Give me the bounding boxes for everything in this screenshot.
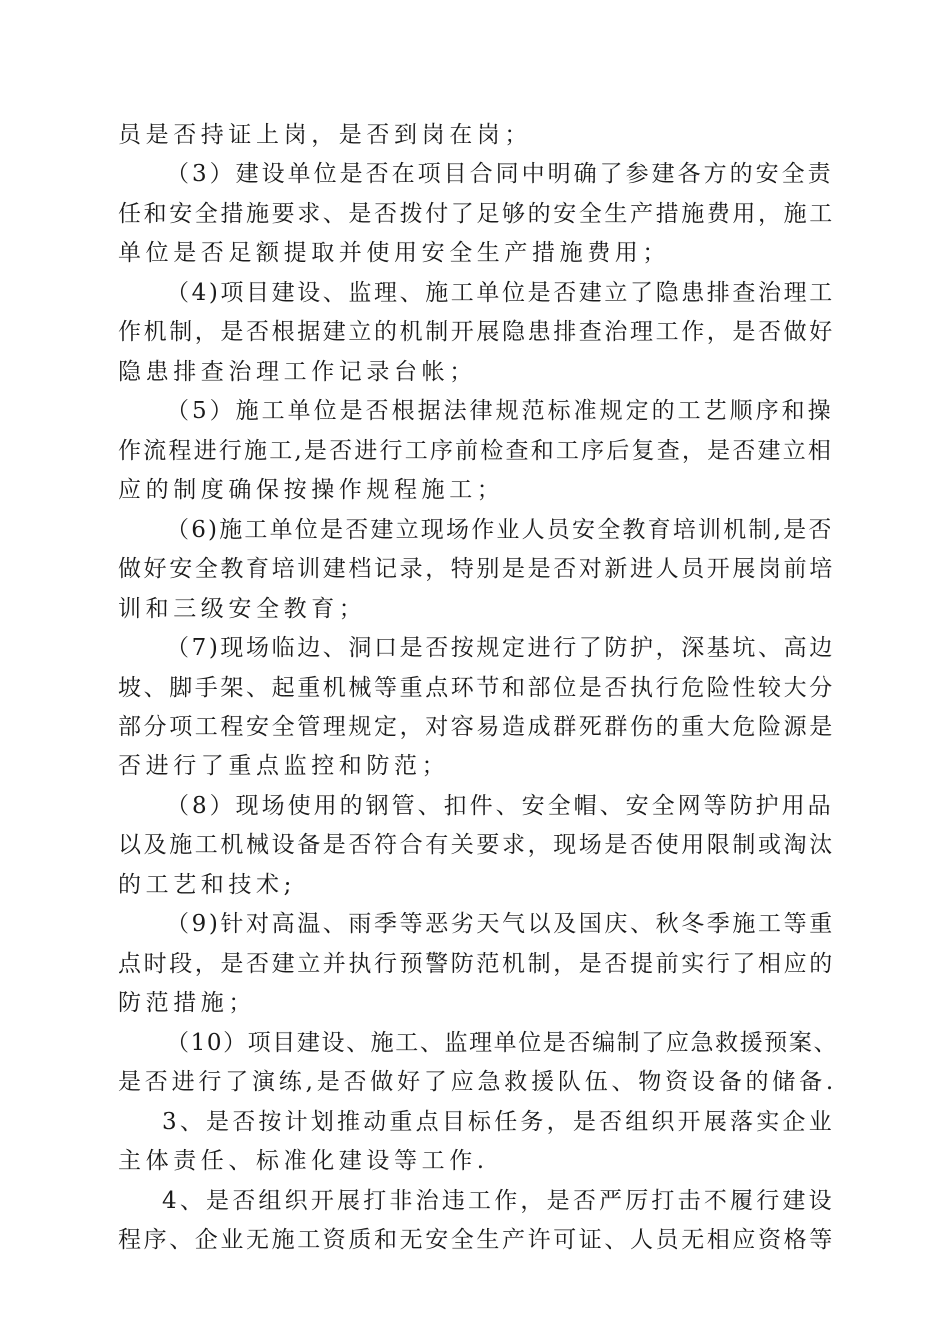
paragraph-line: （4)项目建设、监理、施工单位是否建立了隐患排查治理工 — [166, 280, 835, 306]
paragraph-line: （5）施工单位是否根据法律规范标准规定的工艺顺序和操 — [166, 398, 834, 424]
paragraph-line: 任和安全措施要求、是否拨付了足够的安全生产措施费用，施工 — [118, 201, 835, 227]
paragraph-line: 应的制度确保按操作规程施工； — [118, 477, 505, 503]
paragraph-line: 坡、脚手架、起重机械等重点环节和部位是否执行危险性较大分 — [118, 675, 835, 701]
paragraph-line: 的工艺和技术; — [118, 872, 296, 898]
paragraph-line: 隐患排查治理工作记录台帐； — [118, 359, 477, 385]
paragraph-line: 作流程进行施工,是否进行工序前检查和工序后复查，是否建立相 — [118, 438, 834, 464]
paragraph-line: （10）项目建设、施工、监理单位是否编制了应急救援预案、 — [166, 1030, 838, 1056]
paragraph-line: （9)针对高温、雨季等恶劣天气以及国庆、秋冬季施工等重 — [166, 911, 835, 937]
paragraph-line: 单位是否足额提取并使用安全生产措施费用； — [118, 240, 670, 266]
paragraph-line: 主体责任、标准化建设等工作. — [118, 1148, 489, 1174]
paragraph-line: 否进行了重点监控和防范； — [118, 753, 450, 779]
paragraph-line: 4、是否组织开展打非治违工作，是否严厉打击不履行建设 — [162, 1188, 835, 1214]
paragraph-line: 程序、企业无施工资质和无安全生产许可证、人员无相应资格等 — [118, 1227, 835, 1253]
paragraph-line: 作机制，是否根据建立的机制开展隐患排查治理工作，是否做好 — [118, 319, 835, 345]
paragraph-line: 部分项工程安全管理规定，对容易造成群死群伤的重大危险源是 — [118, 714, 835, 740]
paragraph-line: 点时段，是否建立并执行预警防范机制，是否提前实行了相应的 — [118, 951, 835, 977]
paragraph-line: （7)现场临边、洞口是否按规定进行了防护，深基坑、高边 — [166, 635, 835, 661]
paragraph-line: 训和三级安全教育； — [118, 596, 367, 622]
paragraph-line: 防范措施； — [118, 990, 256, 1016]
paragraph-line: （3）建设单位是否在项目合同中明确了参建各方的安全责 — [166, 161, 834, 187]
paragraph-line: 员是否持证上岗，是否到岗在岗； — [118, 122, 532, 148]
paragraph-line: 3、是否按计划推动重点目标任务，是否组织开展落实企业 — [162, 1109, 835, 1135]
paragraph-line: 以及施工机械设备是否符合有关要求，现场是否使用限制或淘汰 — [118, 832, 835, 858]
paragraph-line: 做好安全教育培训建档记录，特别是是否对新进人员开展岗前培 — [118, 556, 835, 582]
paragraph-line: （8）现场使用的钢管、扣件、安全帽、安全网等防护用品 — [166, 793, 834, 819]
paragraph-line: 是否进行了演练,是否做好了应急救援队伍、物资设备的储备. — [118, 1069, 838, 1095]
paragraph-line: （6)施工单位是否建立现场作业人员安全教育培训机制,是否 — [166, 517, 834, 543]
